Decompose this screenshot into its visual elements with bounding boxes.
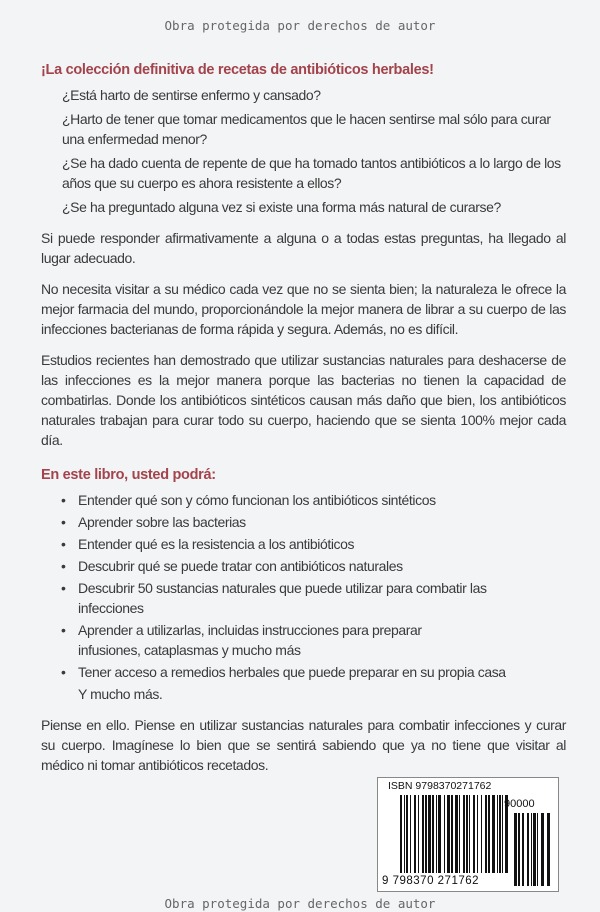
barcode-bar [514,813,517,886]
barcode-bar [447,795,450,873]
barcode-bar [547,813,550,886]
question: ¿Se ha preguntado alguna vez si existe una forma más natural de curarse? [62,199,501,215]
and-more-text: Y mucho más. [78,686,163,702]
price-addon: 90000 [504,798,535,810]
barcode-bar [473,795,475,873]
copyright-watermark-bottom: Obra protegida por derechos de autor [164,896,436,911]
barcode-bar [451,795,453,873]
barcode-bar [499,795,501,873]
barcode-digits: 9 798370 271762 [382,875,480,887]
barcode-bar [425,795,427,873]
barcode-bar [428,795,431,873]
barcode-bar [406,795,408,873]
barcode-bar [502,795,503,873]
barcode-bar [481,795,482,873]
barcode-bar [527,813,529,886]
list-item: • Descubrir 50 sustancias naturales que puede utilizar para combatir las infecciones [41,578,566,618]
barcode-bar [438,795,441,873]
barcode-bar [444,795,445,873]
closing-paragraph: Piense en ello. Piense en utilizar sustancias naturales para combatir infecciones y curar su cuerpo. Imagínese lo bien que se sentirá sabiendo que ya no tiene que visitar al médico ni tomar antibióticos recetados. [41,717,566,773]
barcode-bar [455,795,458,873]
paragraph: Estudios recientes han demostrado que utilizar sustancias naturales para deshacerse de las infecciones es la mejor manera porque las bacterias no tienen la capacidad de combatirlas. Donde los antibióticos sintéticos causan más daño que bien, los antibióticos naturales trabajan para curar todo su cuerpo, haciendo que se sienta 100% mejor cada día. [41,352,566,448]
benefit-list [41,490,566,682]
barcode-bar [410,795,411,873]
barcode-bar [488,795,490,873]
barcode-bar [469,795,470,873]
main-heading: ¡La colección definitiva de recetas de antibióticos herbales! [41,62,434,78]
isbn-barcode [377,777,559,892]
question: ¿Se ha dado cuenta de repente de que ha tomado tantos antibióticos a lo largo de los años que su cuerpo es ahora resistente a ellos? [62,155,561,191]
barcode-bar [404,795,405,873]
question-list [41,85,566,217]
barcode-bar [459,795,460,873]
barcode-bar [422,795,424,873]
list-item: • Tener acceso a remedios herbales que puede preparar en su propia casa [41,662,566,682]
question: ¿Harto de tener que tomar medicamentos que le hacen sentirse mal sólo para curar una enfermedad menor? [62,111,551,147]
isbn-label: ISBN 9798370271762 [388,780,492,792]
barcode-bar [497,795,498,873]
list-item: • Aprender sobre las bacterias [41,512,566,532]
barcode-bar [466,795,468,873]
paragraph: Si puede responder afirmativamente a alguna o a todas estas preguntas, ha llegado al lugar adecuado. [41,230,566,266]
barcode-bar [436,795,437,873]
list-item: • Entender qué es la resistencia a los antibióticos [41,534,566,554]
copyright-watermark-top: Obra protegida por derechos de autor [164,18,436,33]
barcode-bar [477,795,478,873]
barcode-bar [418,795,419,873]
barcode-bar [432,795,434,873]
paragraph: No necesita visitar a su médico cada vez que no se sienta bien; la naturaleza le ofrece la mejor farmacia del mundo, proporcionándole la mejor manera de librar a su cuerpo de las infecciones bacterianas de forma rápida y segura. Además, no es difícil. [41,281,566,337]
barcode-bar [533,813,536,886]
list-item: • Entender qué son y cómo funcionan los antibióticos sintéticos [41,490,566,510]
barcode-bar [492,795,495,873]
barcode-bar [518,813,520,886]
back-cover-text [41,60,566,912]
barcode-bar [400,795,402,873]
barcode-bar [485,795,487,873]
barcode-bar [541,813,544,886]
barcode-bar [531,813,532,886]
list-item: • Aprender a utilizarlas, incluidas instrucciones para preparar infusiones, cataplasmas y mucho más [41,620,566,660]
barcode-bar [537,813,538,886]
barcode-bar [414,795,416,873]
barcode-bar [463,795,465,873]
list-item: • Descubrir qué se puede tratar con antibióticos naturales [41,556,566,576]
question: ¿Está harto de sentirse enfermo y cansado? [62,87,321,103]
section-heading: En este libro, usted podrá: [41,467,216,483]
barcode-bar [522,813,524,886]
